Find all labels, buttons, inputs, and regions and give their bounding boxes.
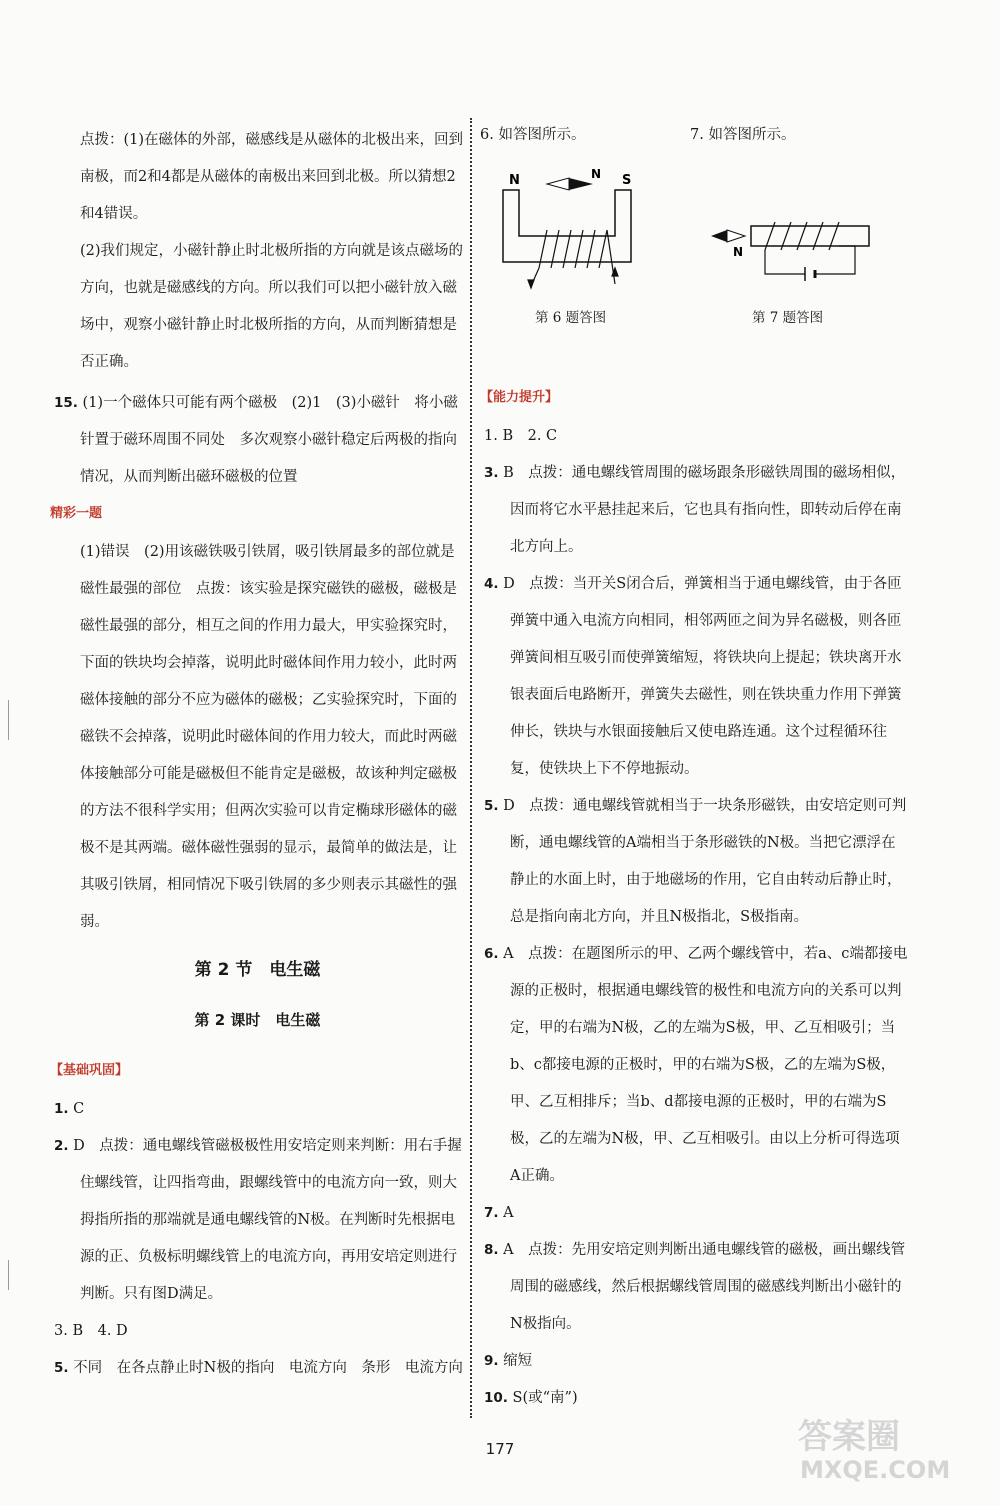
answer-text: 不同 在各点静止时N极的指向 电流方向 条形 电流方向 <box>73 1360 463 1376</box>
answer-8 <box>480 1232 910 1343</box>
fig6-needle-n-label: N <box>591 167 602 181</box>
fig7-n-label: N <box>733 245 744 259</box>
circuit-wire <box>765 250 805 274</box>
answer-number: 2. <box>54 1138 69 1154</box>
answer-5 <box>480 788 910 936</box>
answer-2 <box>50 1128 465 1313</box>
answer-text: D 点拨：当开关S闭合后，弹簧相当于通电螺线管，由于各匝弹簧中通入电流方向相同，相邻两匝之间为异名磁极，则各匝弹簧间相互吸引而使弹簧缩短，将铁块向上提起；铁块离开水银表面后电路断开，弹簧失去磁性，则在铁块重力作用下弹簧伸长，铁块与水银面接触后又使电路连通。这个过程循环往复，使铁块上下不停地振动。 <box>503 576 902 777</box>
answer-text: A 点拨：在题图所示的甲、乙两个螺线管中，若a、c端都接电源的正极时，根据通电螺线管的极性和电流方向的关系可以判定，甲的右端为N极，乙的左端为S极，甲、乙互相吸引；当b、c都接电源的正极时，甲的右端为S极，乙的左端为S极，甲、乙互相排斥；当b、d都接电源的正极时，甲的右端为S极，乙的左端为N极，甲、乙互相吸引。由以上分析可得选项A正确。 <box>503 946 908 1184</box>
answer-number: 9. <box>484 1353 499 1369</box>
solenoid <box>751 226 869 246</box>
fig6-s-label: S <box>622 173 632 188</box>
answer-text: D 点拨：通电螺线管就相当于一块条形磁铁，由安培定则可判断，通电螺线管的A端相当于条形磁铁的N极。当把它漂浮在静止的水面上时，由于地磁场的作用，它自由转动后静止时，总是指向南北方向，并且N极指北，S极指南。 <box>503 798 907 925</box>
q6-label: 6. 如答图所示。 <box>480 127 586 143</box>
answer-text: B 点拨：通电螺线管周围的磁场跟条形磁铁周围的磁场相似，因而将它水平悬挂起来后，它也具有指向性，即转动后停在南北方向上。 <box>503 465 906 555</box>
answer-1 <box>50 1091 465 1128</box>
answer-1-2: 1. B 2. C <box>484 428 558 444</box>
answer-5 <box>50 1350 465 1387</box>
fig6-n-label: N <box>509 173 520 188</box>
answer-9 <box>480 1343 910 1380</box>
scan-edge-mark <box>8 1260 9 1290</box>
tag-nengli: 【能力提升】 <box>480 390 559 405</box>
compass-needle-icon <box>547 178 593 190</box>
section-title: 第 2 节 电生磁 <box>194 960 321 980</box>
figure-6-diagram <box>495 162 665 292</box>
answer-number: 8. <box>484 1242 499 1258</box>
battery-icon <box>805 267 815 281</box>
coil <box>528 230 618 288</box>
left-column <box>50 122 465 1387</box>
answer-number: 5. <box>54 1360 69 1376</box>
right-column <box>480 122 910 1417</box>
answer-number: 4. <box>484 576 499 592</box>
scan-edge-mark <box>8 700 9 740</box>
tag-jingcai: 精彩一题 <box>50 506 103 521</box>
compass-needle-icon <box>711 230 745 242</box>
answer-text: S(或“南”) <box>512 1390 578 1406</box>
answer-3 <box>480 455 910 566</box>
answer-number: 7. <box>484 1205 499 1221</box>
svg-text:MXQE.COM: MXQE.COM <box>800 1456 951 1484</box>
fig6-caption: 第 6 题答图 <box>535 310 607 326</box>
answer-number: 1. <box>54 1101 69 1117</box>
answer-4 <box>480 566 910 788</box>
answer-text: 缩短 <box>503 1353 533 1369</box>
answer-7 <box>480 1195 910 1232</box>
answer-text: A <box>503 1205 514 1221</box>
answer-number: 10. <box>484 1390 508 1406</box>
answer-text: (1)一个磁体只可能有两个磁极 (2)1 (3)小磁针 将小磁针置于磁环周围不同处 多次观察小磁针稳定后两极的指向情况，从而判断出磁环磁极的位置 <box>80 395 458 485</box>
jingcai-answer: (1)错误 (2)用该磁铁吸引铁屑，吸引铁屑最多的部位就是磁性最强的部位 点拨：该实验是探究磁铁的磁极，磁极是磁性最强的部分，相互之间的作用力最大，甲实验探究时，下面的铁块均会掉落，说明此时磁体间作用力较小，此时两磁体接触的部分不应为磁体的磁极；乙实验探究时，下面的磁铁不会掉落，说明此时磁体间的作用力较大，而此时两磁体接触部分可能是磁极但不能肯定是磁极，故该种判定磁极的方法不很科学实用；但两次实验可以肯定椭球形磁体的磁极不是其两端。磁体磁性强弱的显示，最简单的做法是，让其吸引铁屑，相同情况下吸引铁屑的多少则表示其磁性的强弱。 <box>80 544 457 930</box>
answer-text: C <box>73 1101 85 1117</box>
answer-number: 15. <box>54 395 78 411</box>
answer-15 <box>50 385 465 496</box>
column-divider <box>470 118 472 1418</box>
q14-explanation-2: (2)我们规定，小磁针静止时北极所指的方向就是该点磁场的方向，也就是磁感线的方向。所以我们可以把小磁针放入磁场中，观察小磁针静止时北极所指的方向，从而判断猜想是否正确。 <box>80 243 464 370</box>
watermark-logo <box>790 1406 960 1486</box>
fig7-caption: 第 7 题答图 <box>752 310 824 326</box>
svg-text:答案圈: 答案圈 <box>798 1417 900 1457</box>
lesson-title: 第 2 课时 电生磁 <box>194 1011 321 1029</box>
q14-explanation-1: 点拨：(1)在磁体的外部，磁感线是从磁体的北极出来，回到南极，而2和4都是从磁体的南极出来回到北极。所以猜想2和4错误。 <box>80 132 464 222</box>
answer-number: 5. <box>484 798 499 814</box>
answer-number: 3. <box>484 465 499 481</box>
answer-6 <box>480 936 910 1195</box>
tag-jichu: 【基础巩固】 <box>50 1063 129 1078</box>
q7-label: 7. 如答图所示。 <box>690 127 796 143</box>
circuit-wire <box>815 246 855 274</box>
answer-figures <box>480 122 910 372</box>
answer-number: 6. <box>484 946 499 962</box>
answer-text: D 点拨：通电螺线管磁极极性用安培定则来判断：用右手握住螺线管，让四指弯曲，跟螺线管中的电流方向一致，则大拇指所指的那端就是通电螺线管的N极。在判断时先根据电源的正、负极标明螺线管上的电流方向，再用安培定则进行判断。只有图D满足。 <box>73 1138 462 1302</box>
answer-text: A 点拨：先用安培定则判断出通电螺线管的磁极，画出螺线管周围的磁感线，然后根据螺线管周围的磁感线判断出小磁针的N极指向。 <box>503 1242 906 1332</box>
answer-3-4: 3. B 4. D <box>54 1323 128 1339</box>
page-number: 177 <box>485 1440 515 1458</box>
